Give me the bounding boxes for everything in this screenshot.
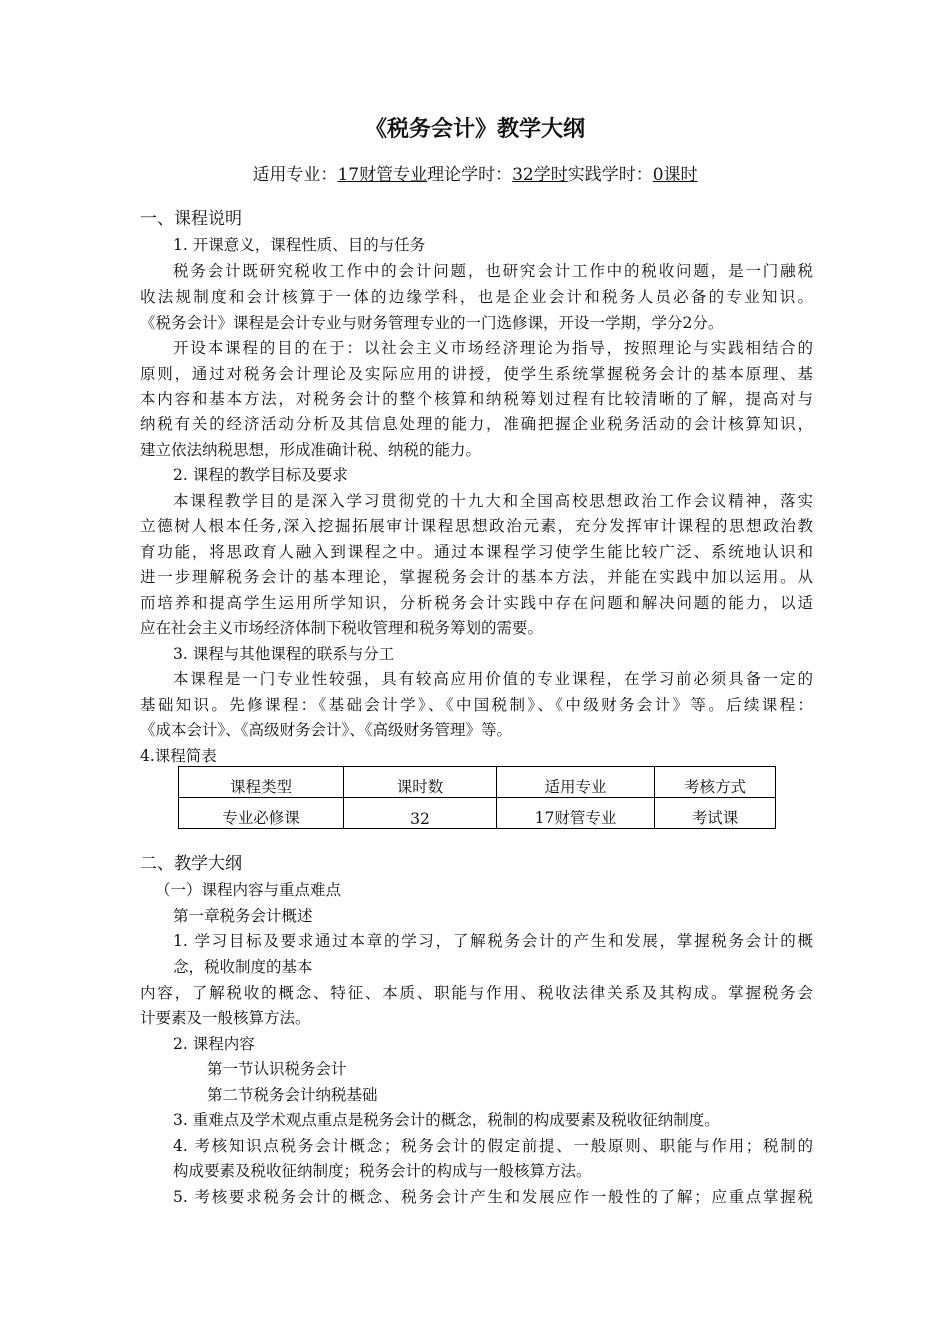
list-item: 1. 学习目标及要求通过本章的学习，了解税务会计的产生和发展，掌握税务会计的概 (173, 932, 813, 950)
subsection-heading: 2. 课程的教学目标及要求 (173, 466, 348, 484)
paragraph-line: 原则，通过对税务会计理论及实际应用的讲授，使学生系统掌握税务会计的基本原理、基 (140, 365, 813, 383)
list-item: 内容，了解税收的概念、特征、本质、职能与作用、税收法律关系及其构成。掌握税务会 (140, 984, 813, 1002)
list-item: 2. 课程内容 (173, 1035, 255, 1053)
paragraph-line: 本课程教学目的是深入学习贯彻党的十九大和全国高校思想政治工作会议精神，落实 (173, 492, 813, 510)
list-item: 计要素及一般核算方法。 (140, 1009, 311, 1027)
document-title: 《税务会计》教学大纲 (364, 117, 585, 142)
list-item: 4. 考核知识点税务会计概念；税务会计的假定前提、一般原则、职能与作用；税制的 (173, 1137, 813, 1155)
paragraph-line: 而培养和提高学生运用所学知识，分析税务会计实践中存在问题和解决问题的能力，以适 (140, 594, 813, 612)
table-cell: 专业必修课 (179, 798, 344, 829)
list-item: 构成要素及税收征纳制度；税务会计的构成与一般核算方法。 (173, 1162, 592, 1180)
paragraph-line: 纳税有关的经济活动分析及其信息处理的能力，准确把握企业税务活动的会计核算知识， (140, 415, 813, 433)
table-header-cell: 考核方式 (655, 767, 776, 798)
paragraph-line: 《税务会计》课程是会计专业与财务管理专业的一门选修课，开设一学期，学分2分。 (140, 314, 724, 332)
table-cell: 32 (344, 798, 497, 829)
paragraph-line: 开设本课程的目的在于：以社会主义市场经济理论为指导，按照理论与实践相结合的 (173, 339, 813, 357)
paragraph-line: 应在社会主义市场经济体制下税收管理和税务筹划的需要。 (140, 619, 544, 637)
table-cell: 考试课 (655, 798, 776, 829)
paragraph-line: 育功能，将思政育人融入到课程之中。通过本课程学习使学生能比较广泛、系统地认识和 (140, 543, 813, 561)
paragraph-line: 建立依法纳税思想，形成准确计税、纳税的能力。 (140, 441, 482, 459)
paragraph-line: 基础知识。先修课程：《基础会计学》、《中国税制》、《中级财务会计》等。后续课程： (140, 696, 813, 714)
subsection-heading: 3. 课程与其他课程的联系与分工 (173, 645, 395, 663)
table-row (179, 798, 776, 829)
paragraph-line: 税务会计既研究税收工作中的会计问题，也研究会计工作中的税收问题，是一门融税 (173, 262, 813, 280)
list-item: 3. 重难点及学术观点重点是税务会计的概念，税制的构成要素及税收征纳制度。 (173, 1111, 720, 1129)
practice-hours-value: 0课时 (652, 165, 698, 185)
course-meta (0, 160, 950, 185)
section-heading: 一、课程说明 (140, 209, 242, 229)
major-value: 17财管专业 (337, 165, 428, 185)
table-header-cell: 课程类型 (179, 767, 344, 798)
theory-hours-value: 32学时 (512, 165, 568, 185)
table-cell: 17财管专业 (497, 798, 655, 829)
table-header-cell: 适用专业 (497, 767, 655, 798)
section-heading: 二、教学大纲 (140, 854, 242, 874)
paragraph-line: 立德树人根本任务,深入挖掘拓展审计课程思想政治元素，充分发挥审计课程的思想政治教 (140, 517, 813, 535)
practice-hours-label: 实践学时： (567, 165, 653, 185)
table-header-cell: 课时数 (344, 767, 497, 798)
paragraph-line: 收法规制度和会计核算于一体的边缘学科，也是企业会计和税务人员必备的专业知识。 (140, 288, 813, 306)
list-item: 5. 考核要求税务会计的概念、税务会计产生和发展应作一般性的了解；应重点掌握税 (173, 1188, 813, 1206)
chapter-heading: 第一章税务会计概述 (173, 907, 313, 925)
table-header-row (179, 767, 776, 798)
theory-hours-label: 理论学时： (427, 165, 513, 185)
major-label: 适用专业： (252, 165, 338, 185)
subsection-heading: （一）课程内容与重点难点 (155, 881, 342, 899)
paragraph-line: 进一步理解税务会计的基本理论，掌握税务会计的基本方法，并能在实践中加以运用。从 (140, 568, 813, 586)
subsection-heading: 1. 开课意义，课程性质、目的与任务 (173, 236, 426, 254)
paragraph-line: 《成本会计》、《高级财务会计》、《高级财务管理》等。 (140, 721, 513, 739)
course-summary-table (178, 766, 776, 829)
list-item: 念，税收制度的基本 (173, 958, 313, 976)
list-item: 第一节认识税务会计 (207, 1060, 347, 1078)
paragraph-line: 本内容和基本方法，对税务会计的整个核算和纳税筹划过程有比较清晰的了解，提高对与 (140, 390, 813, 408)
list-item: 第二节税务会计纳税基础 (207, 1086, 378, 1104)
paragraph-line: 本课程是一门专业性较强，具有较高应用价值的专业课程，在学习前必须具备一定的 (173, 670, 813, 688)
subsection-heading: 4.课程简表 (140, 747, 217, 765)
